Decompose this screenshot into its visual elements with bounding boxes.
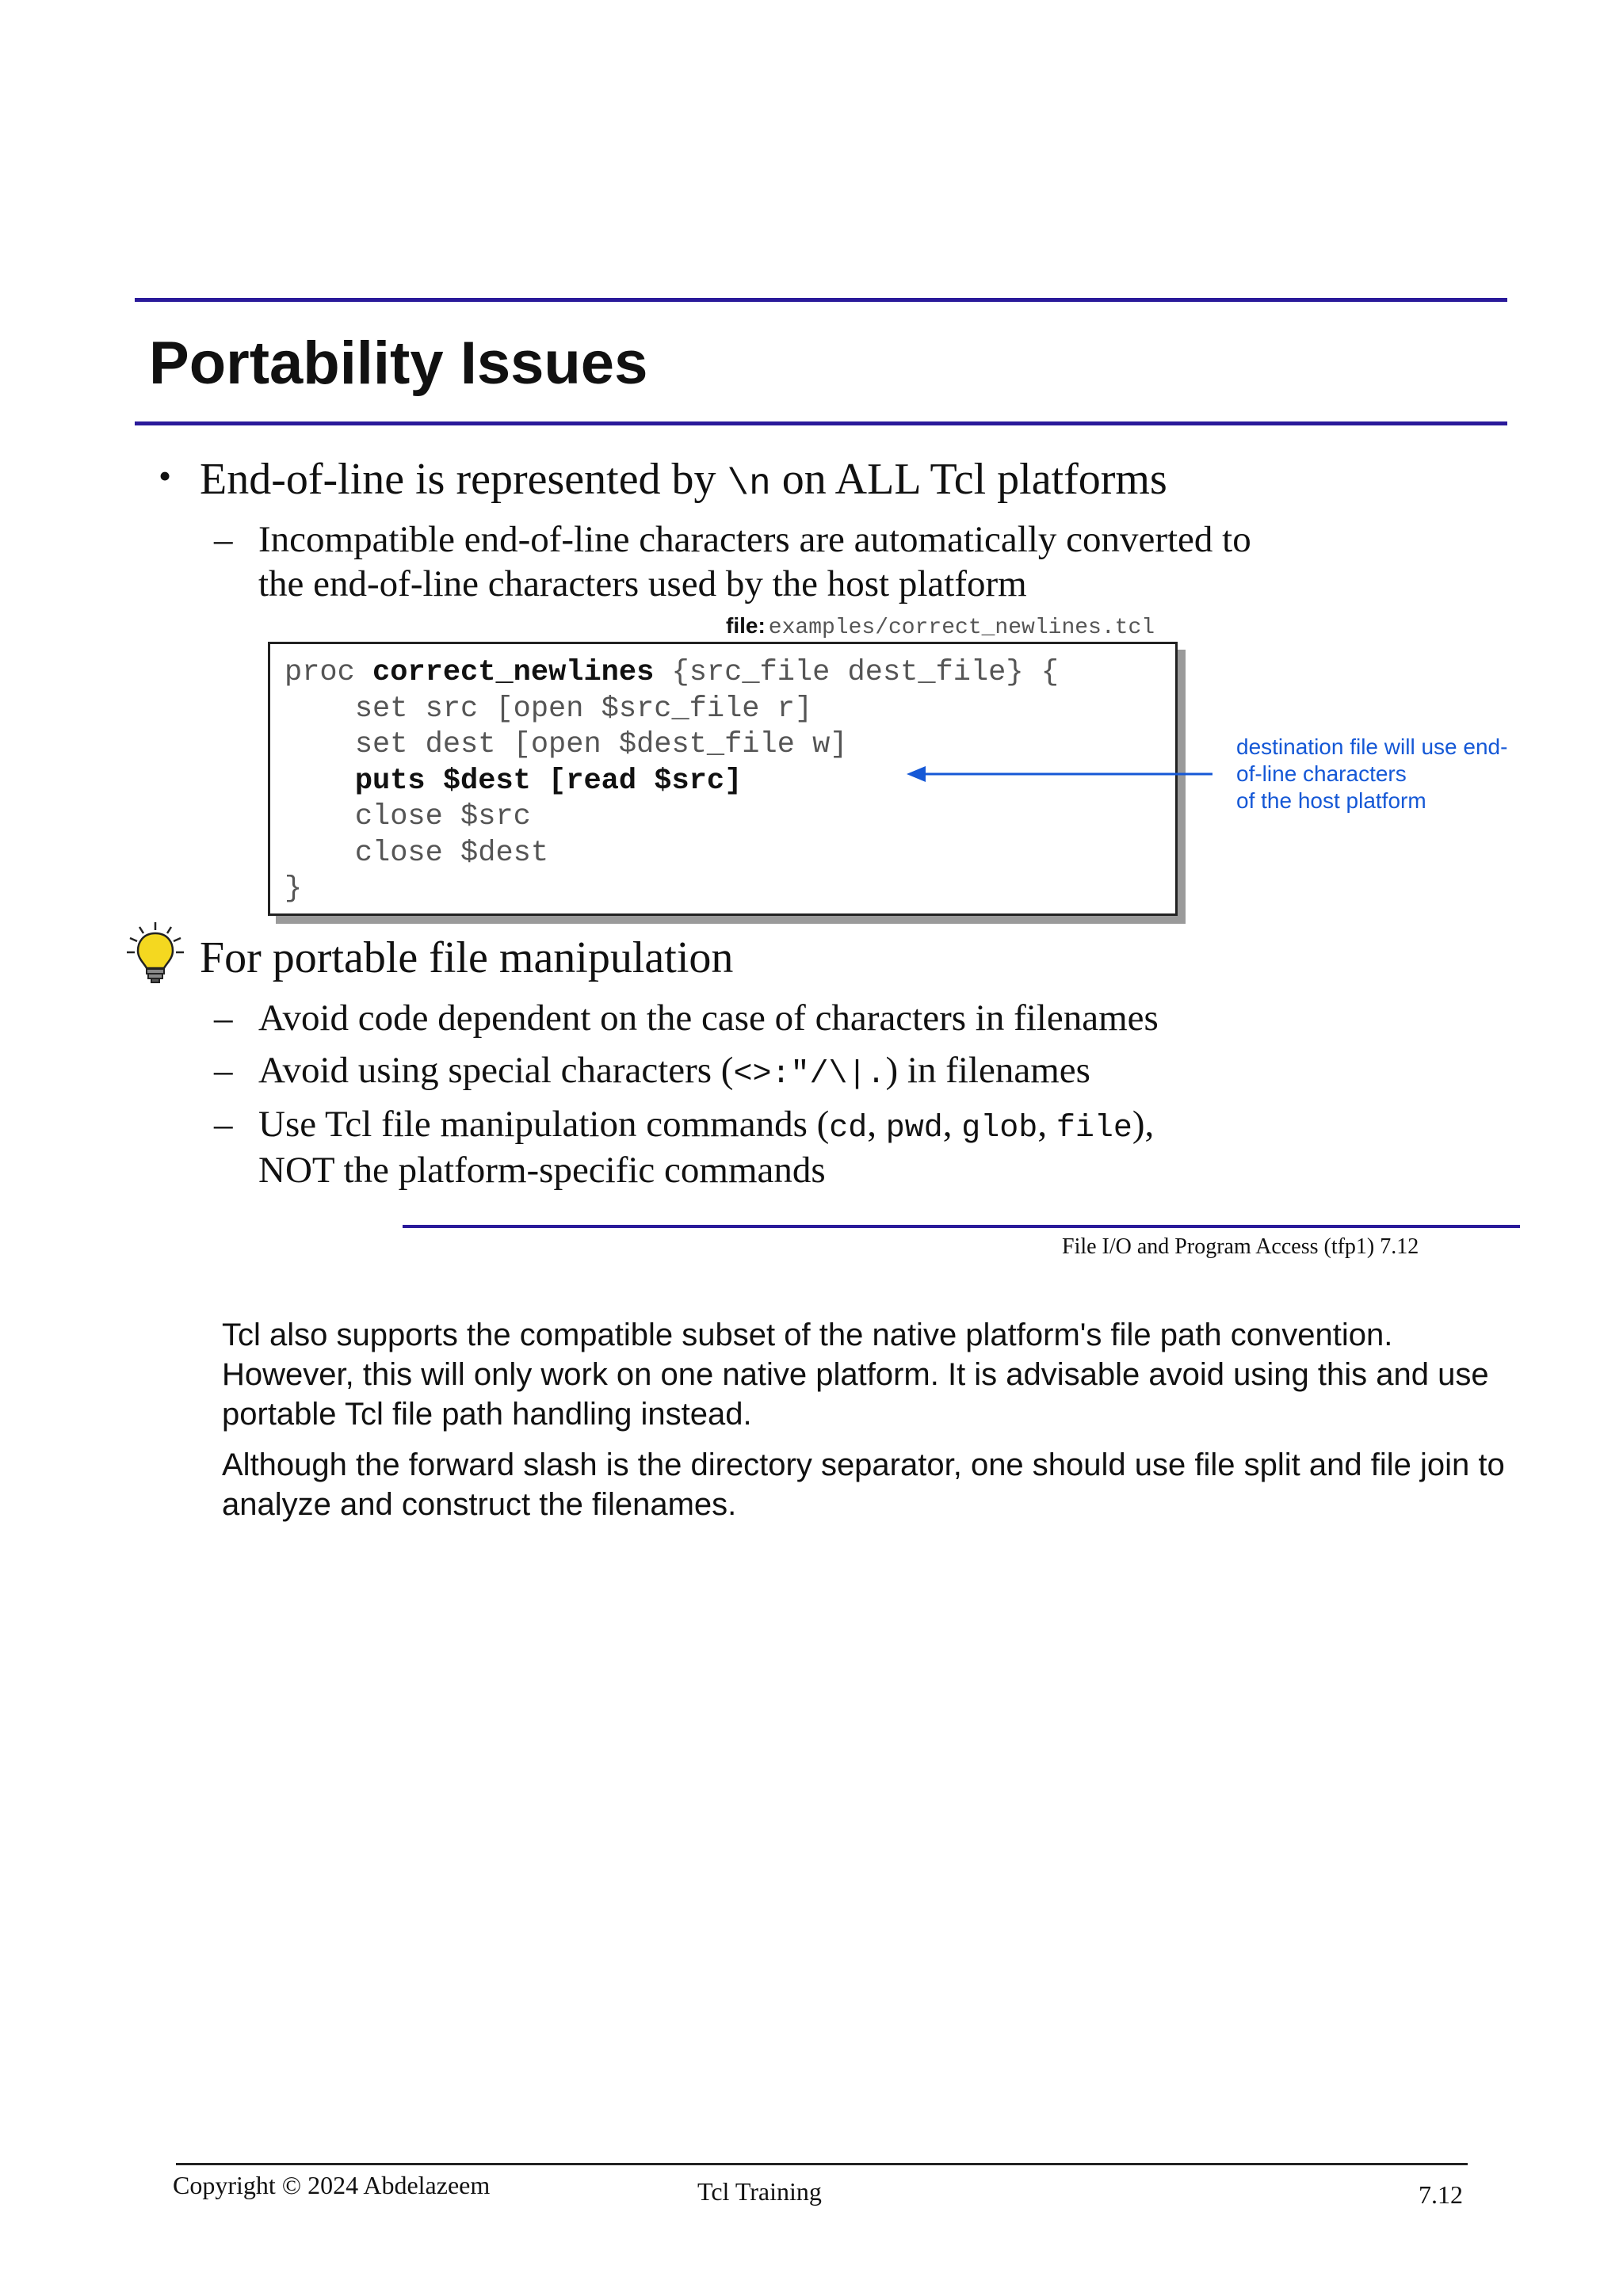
bullet-2-dash-3: –: [214, 1104, 233, 1145]
bullet-1-code: \n: [727, 463, 771, 505]
bullet-1: [200, 453, 1167, 510]
bullet-1-pre: End-of-line is represented by: [200, 455, 727, 504]
notes-paragraph-2: Although the forward slash is the directory separator, one should use file split and file join to analyze and construct the filenames.: [222, 1447, 1505, 1522]
bullet-1-post: on ALL Tcl platforms: [770, 455, 1167, 504]
code-line-3: set dest [open $dest_file w]: [285, 728, 848, 761]
code-proc-args: {src_file dest_file} {: [654, 656, 1059, 689]
code-line-2: set src [open $src_file r]: [285, 692, 813, 726]
bullet-2-sub-3: [258, 1101, 1154, 1152]
bullet-2-sub-2: [258, 1047, 1090, 1098]
code-line-7: }: [285, 872, 303, 906]
title-underline: [135, 421, 1507, 425]
bullet-marker: •: [158, 456, 172, 496]
cmd-pwd: pwd: [885, 1111, 943, 1146]
cmd-glob: glob: [961, 1111, 1038, 1146]
bullet-2-sub-3-pre: Use Tcl file manipulation commands (: [258, 1104, 830, 1145]
slide-title: Portability Issues: [149, 330, 648, 397]
bullet-2-dash-1: –: [214, 997, 233, 1039]
code-file-caption: [726, 613, 1155, 640]
code-line-6: close $dest: [285, 836, 549, 870]
slide-footer-rule: [403, 1225, 1520, 1228]
footer-copyright: Copyright © 2024 Abdelazeem: [173, 2171, 491, 2199]
bullet-2-sub-3-post: ),: [1132, 1104, 1155, 1145]
footer-page-number: 7.12: [1419, 2180, 1463, 2209]
notes-paragraph-1: Tcl also supports the compatible subset of the native platform's file path convention. However, this will only work on one native platform. It is advisable avoid using this and use portable Tcl file path handling instead.: [222, 1318, 1489, 1432]
code-file-label: file:: [726, 613, 766, 638]
bullet-2-sub-2-post: ) in filenames: [885, 1050, 1090, 1091]
sep-2: ,: [942, 1104, 962, 1145]
speaker-notes: [222, 1315, 1522, 1535]
bullet-2-sub-1: Avoid code dependent on the case of characters in filenames: [258, 997, 1159, 1039]
code-line-1: [285, 656, 1059, 689]
sep-3: ,: [1037, 1104, 1056, 1145]
lightbulb-icon: [125, 921, 185, 984]
top-rule: [135, 298, 1507, 302]
bullet-1-sub-line2: the end-of-line characters used by the host platform: [258, 563, 1027, 605]
bullet-1-dash: –: [214, 519, 233, 560]
footer-course: Tcl Training: [697, 2177, 822, 2206]
sep-1: ,: [867, 1104, 886, 1145]
bullet-2-sub-2-code: <>:"/\|.: [733, 1057, 886, 1093]
cmd-file: file: [1056, 1111, 1132, 1146]
bullet-2-sub-3-line2: NOT the platform-specific commands: [258, 1150, 826, 1191]
bullet-2: For portable file manipulation: [200, 933, 734, 982]
arrow-left-icon: [903, 762, 1220, 786]
cmd-cd: cd: [829, 1111, 868, 1146]
page-footer-rule: [176, 2163, 1468, 2165]
code-proc-name: correct_newlines: [372, 656, 655, 689]
bullet-2-sub-2-pre: Avoid using special characters (: [258, 1050, 734, 1091]
code-file-path: examples/correct_newlines.tcl: [768, 616, 1155, 640]
code-line-5: close $src: [285, 800, 531, 833]
code-line-4: puts $dest [read $src]: [285, 764, 743, 798]
bullet-1-sub-line1: Incompatible end-of-line characters are automatically converted to: [258, 519, 1251, 560]
annotation-text: destination file will use end- of-line characters of the host platform: [1236, 734, 1508, 813]
code-keyword-proc: proc: [285, 656, 373, 689]
bullet-2-dash-2: –: [214, 1050, 233, 1091]
slide-footer: File I/O and Program Access (tfp1) 7.12: [1062, 1234, 1419, 1259]
